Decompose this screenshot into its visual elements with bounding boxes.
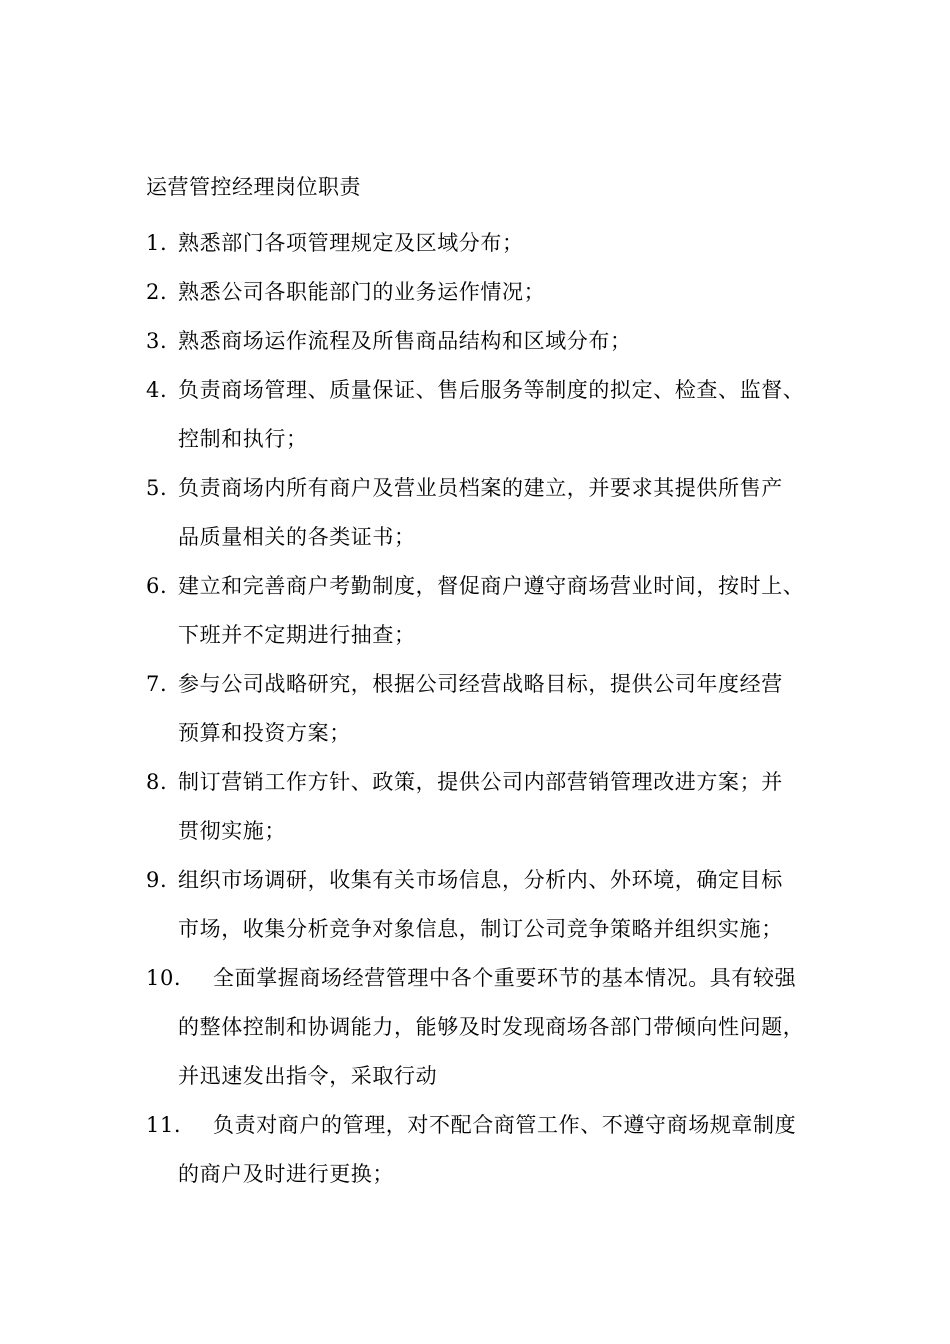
list-item [146,317,816,366]
list-item [146,464,816,562]
list-item [146,219,816,268]
item-line: 熟悉公司各职能部门的业务运作情况； [178,280,546,304]
item-line: 组织市场调研，收集有关市场信息，分析内、外环境，确定目标 [178,868,783,892]
item-number: 6. [146,574,168,598]
item-number: 9. [146,868,168,892]
item-line: 贯彻实施； [178,819,286,843]
item-text [178,660,816,758]
item-number: 10. [146,966,182,990]
item-line: 熟悉部门各项管理规定及区域分布； [178,231,524,255]
item-number: 7. [146,672,168,696]
item-text [178,219,816,268]
item-line: 的商户及时进行更换； [178,1162,394,1186]
item-line: 负责商场内所有商户及营业员档案的建立，并要求其提供所售产 [178,476,783,500]
item-text [178,562,816,660]
document-title: 运营管控经理岗位职责 [146,175,361,199]
list-item [146,268,816,317]
list-item [146,954,816,1101]
item-text [178,758,816,856]
item-line: 下班并不定期进行抽查； [178,623,416,647]
list-item [146,758,816,856]
item-line: 建立和完善商户考勤制度，督促商户遵守商场营业时间，按时上、 [178,574,805,598]
item-line: 负责商场管理、质量保证、售后服务等制度的拟定、检查、监督、 [178,378,805,402]
item-text [178,366,816,464]
item-line: 并迅速发出指令，采取行动 [178,1064,438,1088]
item-line: 市场，收集分析竞争对象信息，制订公司竞争策略并组织实施； [178,917,783,941]
item-text [178,1101,816,1199]
item-number: 2. [146,280,168,304]
item-line: 负责对商户的管理，对不配合商管工作、不遵守商场规章制度 [213,1113,797,1137]
item-text [178,464,816,562]
item-line: 品质量相关的各类证书； [178,525,416,549]
list-item [146,660,816,758]
item-text [178,856,816,954]
list-item [146,562,816,660]
list-item [146,366,816,464]
item-line: 熟悉商场运作流程及所售商品结构和区域分布； [178,329,632,353]
item-number: 4. [146,378,168,402]
item-text [178,317,816,366]
item-line: 制订营销工作方针、政策，提供公司内部营销管理改进方案；并 [178,770,783,794]
item-line: 预算和投资方案； [178,721,351,745]
list-item [146,856,816,954]
item-line: 参与公司战略研究，根据公司经营战略目标，提供公司年度经营 [178,672,783,696]
item-number: 8. [146,770,168,794]
item-line: 的整体控制和协调能力，能够及时发现商场各部门带倾向性问题， [178,1015,805,1039]
item-text [178,268,816,317]
item-line: 全面掌握商场经营管理中各个重要环节的基本情况。具有较强 [213,966,797,990]
item-number: 3. [146,329,168,353]
item-number: 1. [146,231,168,255]
item-number: 5. [146,476,168,500]
item-text [178,954,816,1101]
responsibility-list [146,219,816,1199]
item-number: 11. [146,1113,182,1137]
item-line: 控制和执行； [178,427,308,451]
list-item [146,1101,816,1199]
